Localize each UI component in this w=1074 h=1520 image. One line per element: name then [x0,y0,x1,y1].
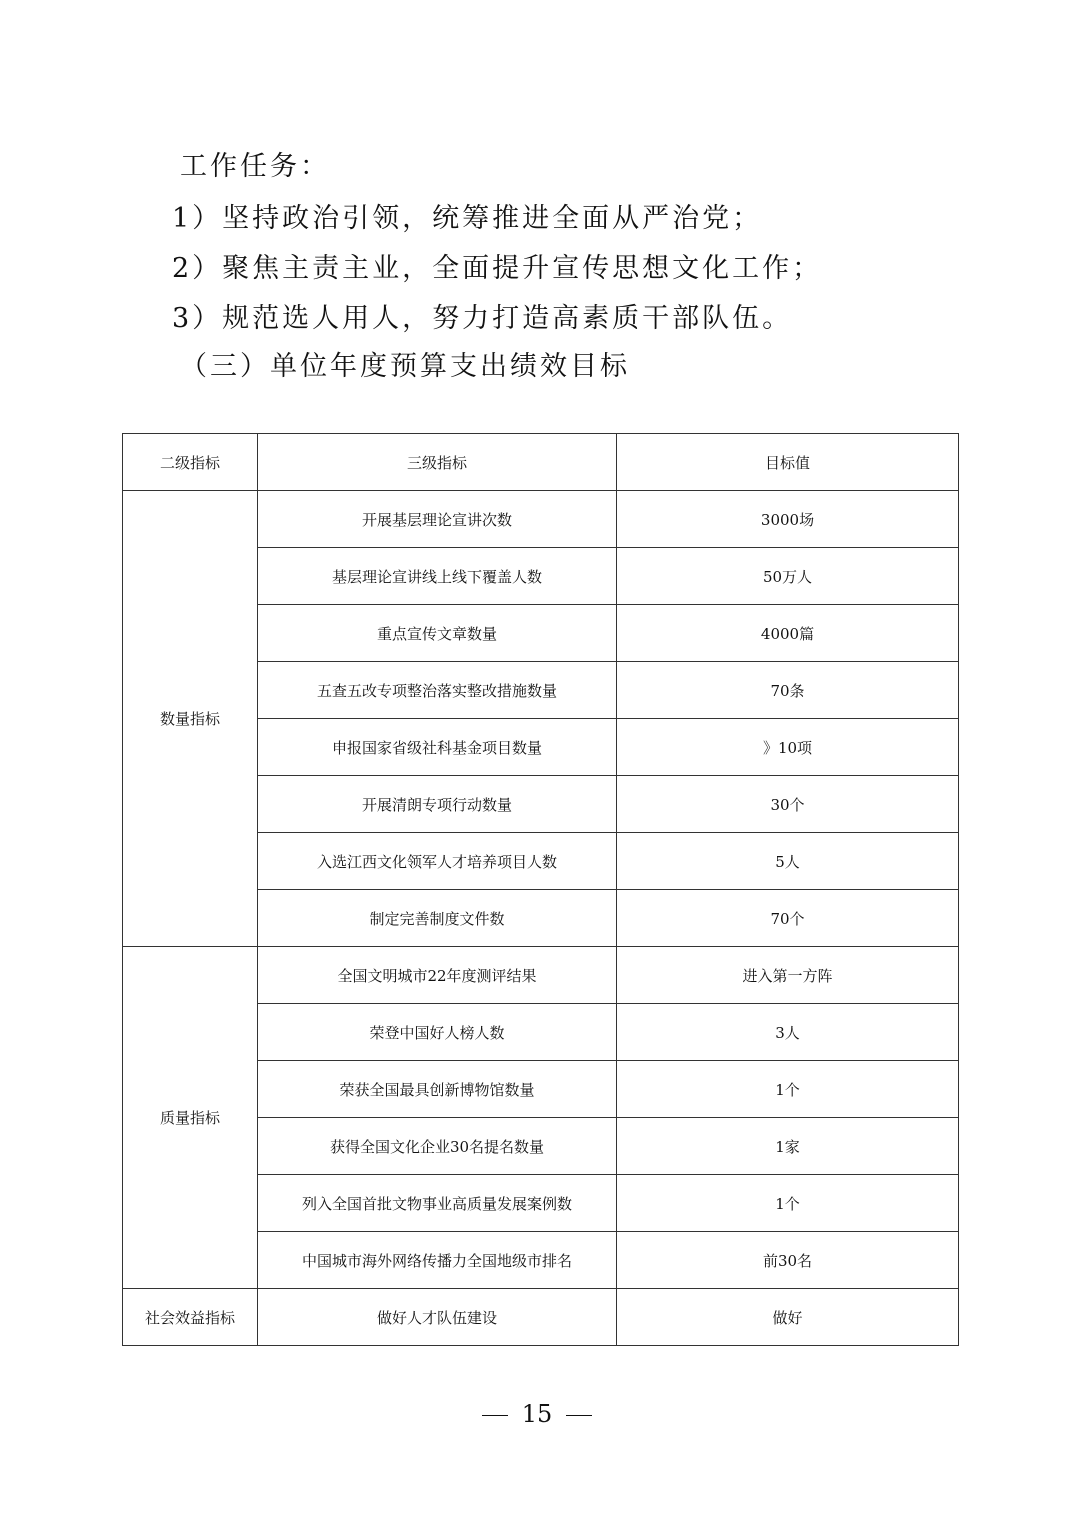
table-header-row [123,434,959,491]
indicator-cell: 五查五改专项整治落实整改措施数量 [258,662,617,719]
page-number: 15 [521,1400,553,1428]
indicator-cell: 开展清朗专项行动数量 [258,776,617,833]
indicator-cell: 基层理论宣讲线上线下覆盖人数 [258,548,617,605]
target-cell: 做好 [617,1289,959,1346]
target-cell: 70条 [617,662,959,719]
indicator-cell: 列入全国首批文物事业高质量发展案例数 [258,1175,617,1232]
page-footer [0,1400,1074,1428]
group-label: 社会效益指标 [123,1289,258,1346]
table-row [123,1289,959,1346]
indicator-cell: 荣获全国最具创新博物馆数量 [258,1061,617,1118]
group-label: 数量指标 [123,491,258,947]
target-cell: 70个 [617,890,959,947]
target-cell: 前30名 [617,1232,959,1289]
task-item: 2）聚焦主责主业，全面提升宣传思想文化工作； [172,253,823,284]
header-level2: 二级指标 [123,434,258,491]
target-cell: 4000篇 [617,605,959,662]
group-label: 质量指标 [123,947,258,1289]
performance-table [122,433,959,1346]
indicator-cell: 重点宣传文章数量 [258,605,617,662]
indicator-cell: 开展基层理论宣讲次数 [258,491,617,548]
target-cell: 进入第一方阵 [617,947,959,1004]
indicator-cell: 荣登中国好人榜人数 [258,1004,617,1061]
header-level3: 三级指标 [258,434,617,491]
header-target: 目标值 [617,434,959,491]
target-cell: 3000场 [617,491,959,548]
task-item: 3）规范选人用人，努力打造高素质干部队伍。 [172,303,793,334]
section-heading: （三）单位年度预算支出绩效目标 [180,351,630,382]
indicator-cell: 获得全国文化企业30名提名数量 [258,1118,617,1175]
footer-dash-right [566,1415,592,1416]
indicator-cell: 做好人才队伍建设 [258,1289,617,1346]
indicator-cell: 制定完善制度文件数 [258,890,617,947]
table-row [123,947,959,1004]
target-cell: 1家 [617,1118,959,1175]
task-item: 1）坚持政治引领，统筹推进全面从严治党； [172,203,763,234]
target-cell: 1个 [617,1175,959,1232]
target-cell: 30个 [617,776,959,833]
target-cell: 3人 [617,1004,959,1061]
table-row [123,491,959,548]
indicator-cell: 全国文明城市22年度测评结果 [258,947,617,1004]
target-cell: 1个 [617,1061,959,1118]
target-cell: 5人 [617,833,959,890]
indicator-cell: 申报国家省级社科基金项目数量 [258,719,617,776]
indicator-cell: 中国城市海外网络传播力全国地级市排名 [258,1232,617,1289]
footer-dash-left [482,1415,508,1416]
target-cell: 50万人 [617,548,959,605]
target-cell: 》10项 [617,719,959,776]
indicator-cell: 入选江西文化领军人才培养项目人数 [258,833,617,890]
tasks-label: 工作任务： [180,151,330,182]
